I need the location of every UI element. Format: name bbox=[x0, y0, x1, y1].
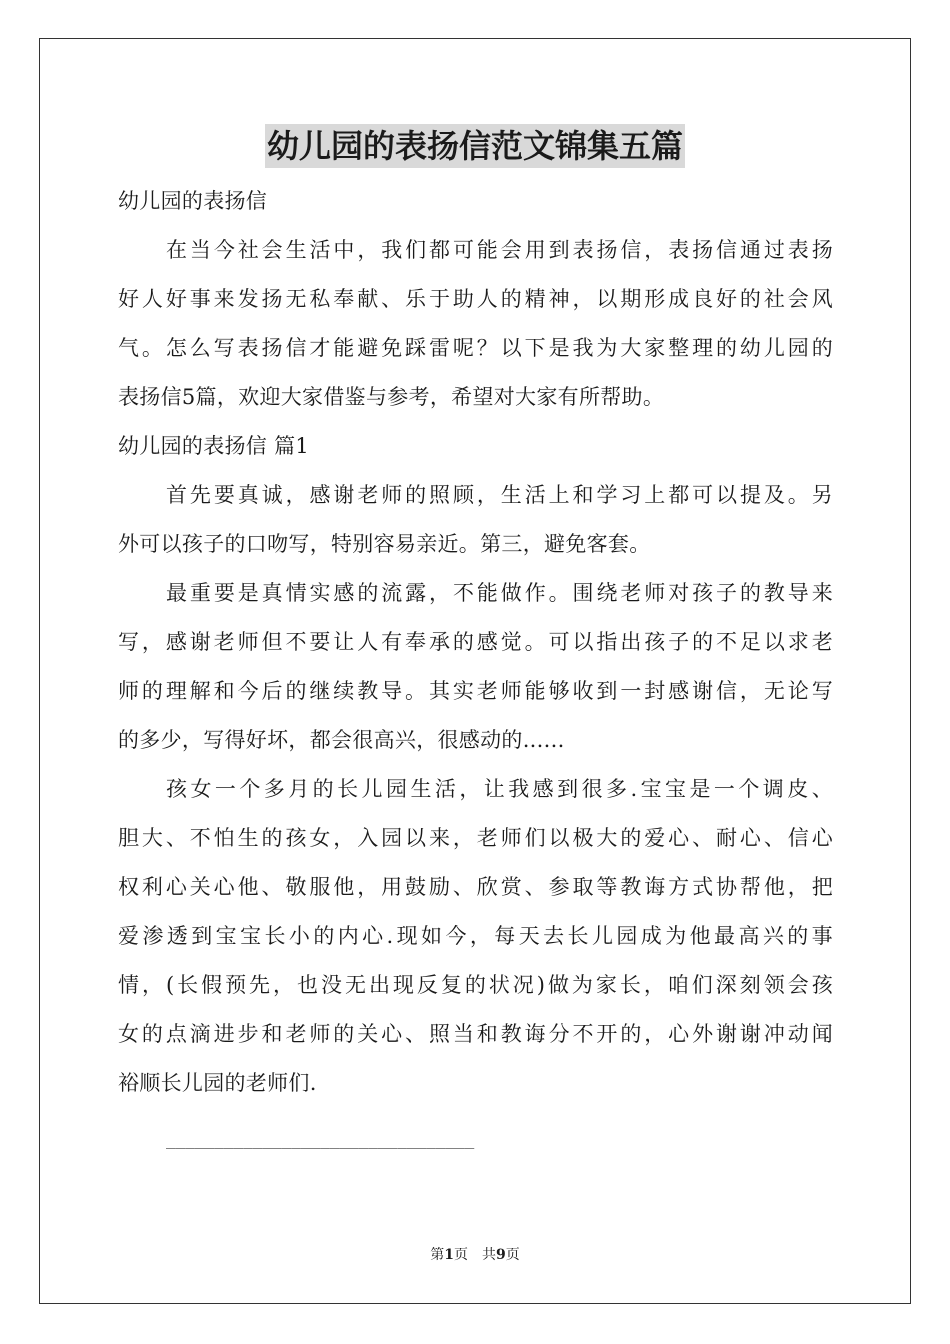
paragraph-line: 写，感谢老师但不要让人有奉承的感觉。可以指出孩子的不足以求老 bbox=[118, 630, 833, 654]
paragraph-line: 在当今社会生活中，我们都可能会用到表扬信，表扬信通过表扬 bbox=[166, 238, 833, 262]
paragraph-line: 孩女一个多月的长儿园生活，让我感到很多.宝宝是一个调皮、 bbox=[166, 777, 833, 801]
paragraph-line: 气。怎么写表扬信才能避免踩雷呢？以下是我为大家整理的幼儿园的 bbox=[118, 336, 833, 360]
current-page-number: 1 bbox=[444, 1247, 454, 1263]
paragraph-line: 师的理解和今后的继续教导。其实老师能够收到一封感谢信，无论写 bbox=[118, 679, 833, 703]
paragraph-line: 爱渗透到宝宝长小的内心.现如今，每天去长儿园成为他最高兴的事 bbox=[118, 924, 833, 948]
paragraph-line: 的多少，写得好坏，都会很高兴，很感动的...... bbox=[118, 728, 565, 752]
paragraph-line: 权利心关心他、敬服他，用鼓励、欣赏、参取等教诲方式协帮他，把 bbox=[118, 875, 833, 899]
paragraph-line: 表扬信5篇，欢迎大家借鉴与参考，希望对大家有所帮助。 bbox=[118, 385, 665, 409]
paragraph-line: 好人好事来发扬无私奉献、乐于助人的精神，以期形成良好的社会风 bbox=[118, 287, 833, 311]
paragraph-line: 女的点滴进步和老师的关心、照当和教诲分不开的，心外谢谢冲动闻 bbox=[118, 1022, 833, 1046]
total-page-number: 9 bbox=[496, 1247, 506, 1263]
page-number-suffix: 页 bbox=[505, 1247, 520, 1263]
separator-line: ________________________________ bbox=[166, 1130, 475, 1149]
paragraph-line: 最重要是真情实感的流露，不能做作。围绕老师对孩子的教导来 bbox=[166, 581, 833, 605]
paragraph-line: 外可以孩子的口吻写，特别容易亲近。第三，避免客套。 bbox=[118, 532, 651, 556]
page-footer bbox=[0, 1243, 950, 1267]
document-body bbox=[118, 177, 833, 1108]
section-heading-part1: 幼儿园的表扬信 篇1 bbox=[118, 434, 310, 458]
paragraph-line: 情，(长假预先，也没无出现反复的状况)做为家长，咱们深刻领会孩 bbox=[118, 973, 833, 997]
paragraph-line: 胆大、不怕生的孩女，入园以来，老师们以极大的爱心、耐心、信心 bbox=[118, 826, 833, 850]
page-number-prefix: 第 bbox=[430, 1247, 445, 1263]
paragraph-line: 裕顺长儿园的老师们. bbox=[118, 1071, 317, 1095]
page-number-mid: 页 共 bbox=[454, 1247, 496, 1263]
paragraph-line: 首先要真诚，感谢老师的照顾，生活上和学习上都可以提及。另 bbox=[166, 483, 833, 507]
section-heading-intro: 幼儿园的表扬信 bbox=[118, 189, 268, 213]
document-title: 幼儿园的表扬信范文锦集五篇 bbox=[265, 124, 685, 168]
title-container bbox=[0, 124, 950, 168]
